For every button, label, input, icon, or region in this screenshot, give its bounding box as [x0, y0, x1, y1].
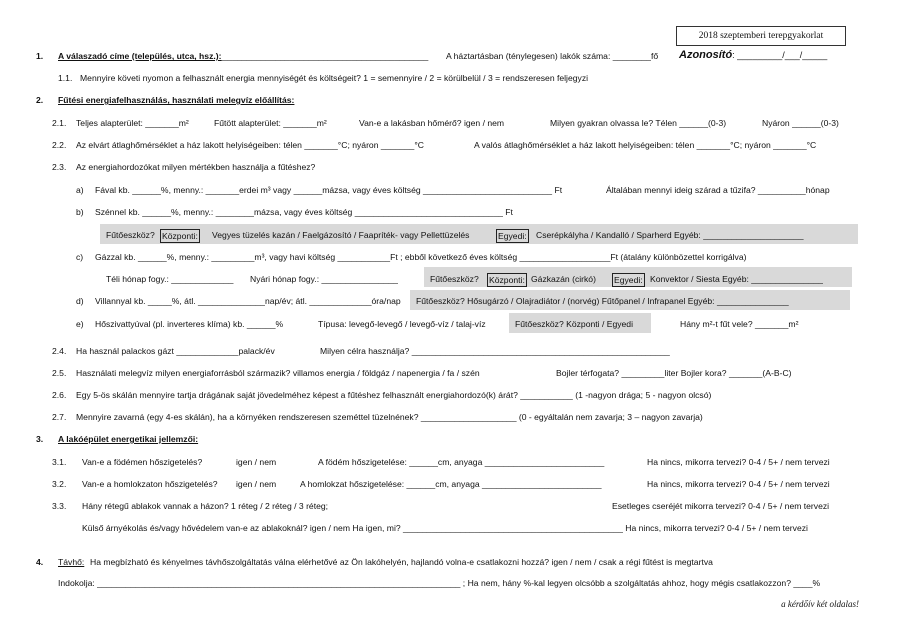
- form-row: [0, 229, 897, 241]
- form-text: Gázkazán (cirkó): [531, 274, 596, 284]
- form-row: [0, 367, 897, 379]
- form-row: [0, 139, 897, 151]
- form-text[interactable]: Konvektor / Siesta Egyéb: _______________: [650, 274, 823, 284]
- form-row: [0, 389, 897, 401]
- form-text[interactable]: Ha használ palackos gázt _____________palack/év: [76, 346, 275, 356]
- form-text[interactable]: Nyári hónap fogy.: ________________: [250, 274, 398, 284]
- form-text: Fűtőeszköz? Központi / Egyedi: [515, 319, 633, 329]
- form-row: [0, 456, 897, 468]
- form-text[interactable]: Fűtőeszköz? Hősugárzó / Olajradiátor / (norvég) Fűtőpanel / Infrapanel Egyéb: _______________: [416, 296, 789, 306]
- form-text: c): [76, 252, 84, 262]
- form-text[interactable]: Külső árnyékolás és/vagy hővédelem van-e az ablakoknál? igen / nem Ha igen, mi? ______________________________________________ Ha nincs, mikorra tervezi? 0-4 / 5+ / nem tervezi: [82, 523, 808, 533]
- form-text[interactable]: Bojler térfogata? _________liter Bojler kora? _______(A-B-C): [556, 368, 792, 378]
- form-text: b): [76, 207, 84, 217]
- item-number: 3.3.: [52, 501, 67, 511]
- item-number: 2.: [36, 95, 44, 105]
- identifier-blank[interactable]: : _________/___/_____: [732, 50, 828, 60]
- form-text: Fűtési energiafelhasználás, használati melegvíz előállítás:: [58, 95, 295, 105]
- item-number: 2.5.: [52, 368, 67, 378]
- form-row: [0, 345, 897, 357]
- item-number: 2.1.: [52, 118, 67, 128]
- item-number: 3.1.: [52, 457, 67, 467]
- form-row: [0, 184, 897, 196]
- form-text[interactable]: Gázzal kb. ______%, menny.: _________m³, vagy havi költség ___________Ft ; ebből következő éves költség ___________________Ft (átalány különbözettel korrigálva): [95, 252, 747, 262]
- form-text: Az energiahordozókat milyen mértékben használja a fűtéshez?: [76, 162, 316, 172]
- form-row: [0, 318, 897, 330]
- item-number: 2.2.: [52, 140, 67, 150]
- form-text: Hány rétegű ablakok vannak a házon? 1 réteg / 2 réteg / 3 réteg;: [82, 501, 329, 511]
- form-text: Egyedi:: [614, 275, 643, 285]
- form-row: [0, 522, 897, 534]
- form-row: [0, 273, 897, 285]
- form-text: A válaszadó címe (település, utca, hsz.):: [58, 51, 222, 61]
- form-row: [0, 295, 897, 307]
- form-text[interactable]: Szénnel kb. ______%, menny.: ________mázsa, vagy éves költség _______________________________ Ft: [95, 207, 513, 217]
- form-text: Mennyire követi nyomon a felhasznált energia mennyiségét és költségeit? 1 = semennyire / 2 = körülbelül / 3 = rendszeresen feljegyzi: [80, 73, 589, 83]
- form-text: Fűtőeszköz?: [106, 230, 155, 240]
- form-text: A lakóépület energetikai jellemzői:: [58, 434, 199, 444]
- form-text: a): [76, 185, 84, 195]
- form-text[interactable]: Téli hónap fogy.: _____________: [106, 274, 234, 284]
- form-text[interactable]: Nyáron ______(0-3): [762, 118, 839, 128]
- footer-note: a kérdőív két oldalas!: [781, 599, 859, 609]
- form-text: Ha megbízható és kényelmes távhőszolgáltatás válna elérhetővé az Ön lakóhelyén, hajlandó volna-e csatlakozni hozzá? igen / nem / csak a régi fűtést is megtartva: [90, 557, 713, 567]
- form-row: [0, 251, 897, 263]
- form-text[interactable]: Hőszivattyúval (pl. inverteres klíma) kb. ______%: [95, 319, 284, 329]
- form-text: Ha nincs, mikorra tervezi? 0-4 / 5+ / nem tervezi: [647, 479, 830, 489]
- form-text: Vegyes tüzelés kazán / Faelgázosító / Faapríték- vagy Pellettüzelés: [212, 230, 470, 240]
- form-text: Egyedi:: [498, 231, 527, 241]
- form-row: [0, 72, 897, 84]
- form-text: igen / nem: [236, 479, 277, 489]
- form-text[interactable]: Milyen célra használja? ______________________________________________________: [320, 346, 670, 356]
- item-number: 2.7.: [52, 412, 67, 422]
- form-text: Van-e a födémen hőszigetelés?: [82, 457, 203, 467]
- form-text: Távhő:: [58, 557, 85, 567]
- form-text: Esetleges cseréjét mikorra tervezi? 0-4 / 5+ / nem tervezi: [612, 501, 830, 511]
- form-row: [0, 577, 897, 589]
- survey-title: 2018 szeptemberi terepgyakorlat: [698, 31, 824, 41]
- form-text[interactable]: ____________________________________________: [218, 51, 429, 61]
- form-text: Ha nincs, mikorra tervezi? 0-4 / 5+ / nem tervezi: [647, 457, 830, 467]
- item-number: 4.: [36, 557, 44, 567]
- item-number: 2.4.: [52, 346, 67, 356]
- form-text[interactable]: Milyen gyakran olvassa le? Télen ______(0-3): [550, 118, 727, 128]
- item-number: 1.1.: [58, 73, 73, 83]
- form-text[interactable]: Fűtött alapterület: _______m²: [214, 118, 327, 128]
- identifier-label: Azonosító: [679, 49, 733, 61]
- form-text[interactable]: Általában mennyi ideig szárad a tűzifa? __________hónap: [606, 185, 830, 195]
- form-text: Fűtőeszköz?: [430, 274, 479, 284]
- form-text: igen / nem: [236, 457, 277, 467]
- form-text[interactable]: Mennyire zavarná (egy 4-es skálán), ha a környéken rendszeresen szeméttel tüzelnének? ____________________ (0 - egyáltalán nem zavarja; 3 – nagyon zavarja): [76, 412, 703, 422]
- form-text[interactable]: Indokolja: ____________________________________________________________________________ ; Ha nem, hány %-kal legyen olcsóbb a szolgáltatás ahhoz, hogy mégis csatlakozzon? ____%: [58, 578, 821, 588]
- form-row: [0, 433, 897, 445]
- form-row: [0, 161, 897, 173]
- form-text[interactable]: Egy 5-ös skálán mennyire tartja drágának saját jövedelméhez képest a fűtéshez felhasznált energiahordozó(k) árát? ___________ (1 -nagyon drága; 5 - nagyon olcsó): [76, 390, 712, 400]
- form-text[interactable]: Villannyal kb. _____%, átl. ______________nap/év; átl. _____________óra/nap: [95, 296, 401, 306]
- survey-title-box: [676, 26, 846, 46]
- form-text: Van-e a homlokzaton hőszigetelés?: [82, 479, 218, 489]
- form-text: e): [76, 319, 84, 329]
- form-row: [0, 500, 897, 512]
- form-text: Használati melegvíz milyen energiaforrásból származik? villamos energia / földgáz / napenergia / fa / szén: [76, 368, 480, 378]
- form-text: d): [76, 296, 84, 306]
- form-text[interactable]: A homlokzat hőszigetelése: ______cm, anyaga _________________________: [300, 479, 602, 489]
- form-row: [0, 556, 897, 568]
- form-row: [0, 94, 897, 106]
- form-text: Van-e a lakásban hőmérő? igen / nem: [359, 118, 505, 128]
- form-text[interactable]: Hány m²-t fűt vele? _______m²: [680, 319, 799, 329]
- form-row: [0, 478, 897, 490]
- item-number: 2.6.: [52, 390, 67, 400]
- form-text[interactable]: A valós átlaghőmérséklet a ház lakott helyiségeiben: télen _______°C; nyáron _______°C: [474, 140, 817, 150]
- form-text[interactable]: A háztartásban (ténylegesen) lakók száma: ________fő: [446, 51, 659, 61]
- form-text[interactable]: Fával kb. ______%, menny.: _______erdei m³ vagy ______mázsa, vagy éves költség ___________________________ Ft: [95, 185, 563, 195]
- item-number: 3.: [36, 434, 44, 444]
- form-row: [0, 50, 897, 62]
- form-text[interactable]: Cserépkályha / Kandalló / Sparherd Egyéb: _____________________: [536, 230, 804, 240]
- form-text: Központi:: [162, 231, 198, 241]
- item-number: 2.3.: [52, 162, 67, 172]
- form-text[interactable]: Teljes alapterület: _______m²: [76, 118, 189, 128]
- item-number: 1.: [36, 51, 44, 61]
- form-row: [0, 206, 897, 218]
- form-text[interactable]: Az elvárt átlaghőmérséklet a ház lakott helyiségeiben: télen _______°C; nyáron _______°C: [76, 140, 424, 150]
- form-row: [0, 411, 897, 423]
- form-text: Típusa: levegő-levegő / levegő-víz / talaj-víz: [318, 319, 486, 329]
- item-number: 3.2.: [52, 479, 67, 489]
- form-text: Központi:: [489, 275, 525, 285]
- form-text[interactable]: A födém hőszigetelése: ______cm, anyaga _________________________: [318, 457, 605, 467]
- form-row: [0, 117, 897, 129]
